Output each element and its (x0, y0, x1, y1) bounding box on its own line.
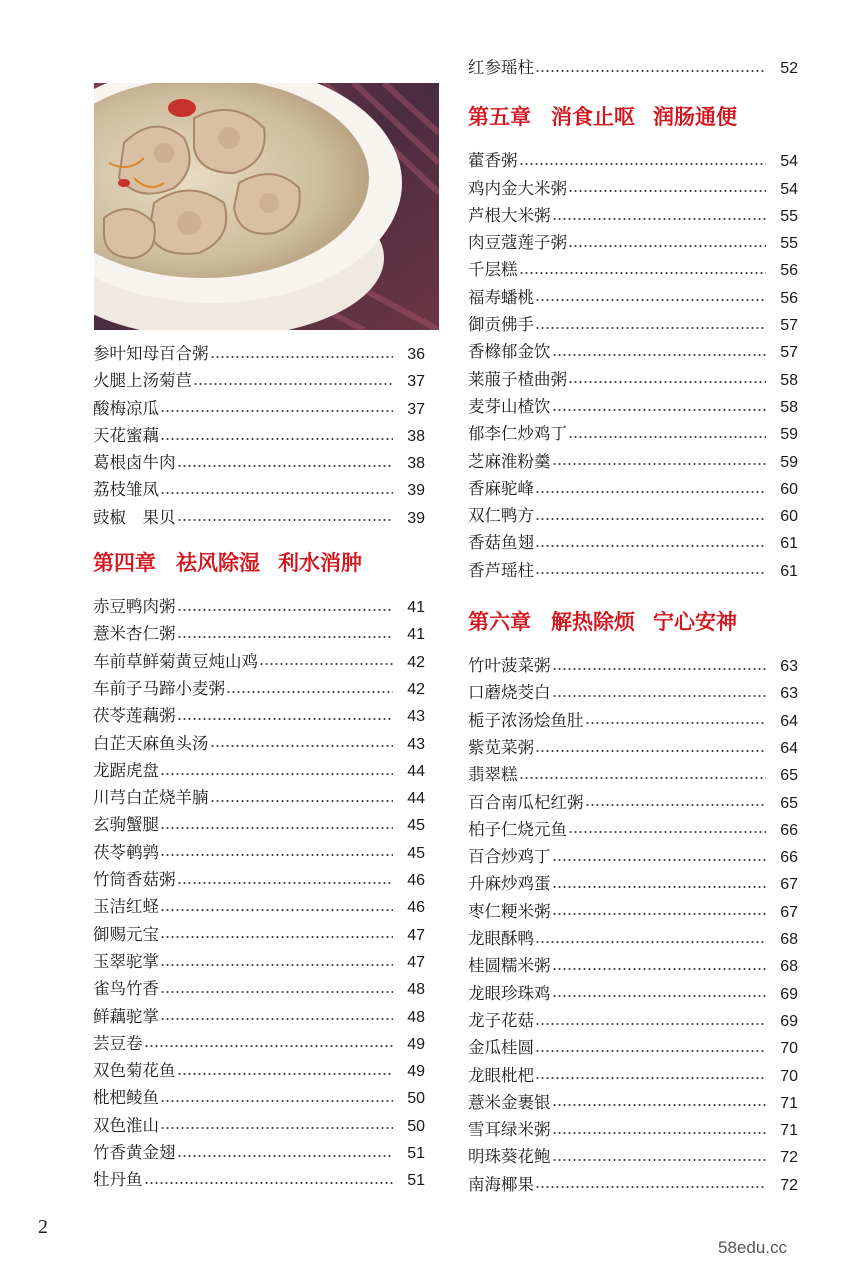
toc-entry-title: 竹叶菠菜粥 (468, 656, 551, 676)
chapter-title-part1: 祛风除湿 (176, 551, 260, 576)
toc-entry-title: 南海椰果 (468, 1174, 534, 1194)
toc-entry-page: 37 (407, 400, 425, 418)
toc-entry-page: 65 (780, 767, 798, 785)
toc-entry-title: 郁李仁炒鸡丁 (468, 424, 567, 444)
chapter-number: 第五章 (468, 105, 531, 130)
toc-entry-page: 58 (780, 398, 798, 416)
toc-entry-title: 参叶知母百合粥 (93, 344, 209, 363)
dot-leader (177, 515, 394, 525)
chapter-heading-4[interactable] (93, 543, 425, 583)
dot-leader (160, 769, 393, 779)
toc-entry[interactable] (93, 422, 425, 449)
toc-entry-title: 香麻驼峰 (468, 478, 534, 498)
toc-entry[interactable] (93, 702, 425, 729)
toc-entry-page: 49 (407, 1063, 425, 1081)
dot-leader (144, 1178, 394, 1188)
toc-entry-title: 紫苋菜粥 (468, 737, 534, 757)
toc-entry-page: 51 (407, 1145, 425, 1163)
dot-leader (552, 964, 767, 974)
toc-entry[interactable] (93, 948, 425, 975)
toc-entry[interactable] (468, 1143, 798, 1170)
toc-entry[interactable] (93, 395, 425, 422)
dot-leader (160, 434, 393, 444)
toc-entry-page: 51 (407, 1172, 425, 1190)
toc-entry-title: 麦芽山楂饮 (468, 396, 551, 416)
toc-entry-title: 百合南瓜杞红粥 (468, 792, 584, 812)
toc-entry[interactable] (468, 679, 798, 706)
dot-leader (535, 937, 766, 947)
dot-leader (535, 323, 766, 333)
dot-leader (535, 568, 766, 578)
toc-entry[interactable] (468, 898, 798, 925)
chapter-title-part2: 润肠通便 (653, 105, 737, 130)
toc-entry-title: 双仁鸭方 (468, 506, 534, 526)
dot-leader (535, 487, 766, 497)
toc-entry-page: 38 (407, 455, 425, 473)
toc-entry-title: 双色淮山 (93, 1115, 159, 1135)
toc-entry-title: 川芎白芷烧羊腩 (93, 788, 209, 808)
toc-entry-page: 45 (407, 844, 425, 862)
dot-leader (177, 1151, 394, 1161)
toc-entry-title: 百合炒鸡丁 (468, 847, 551, 867)
dot-leader (193, 379, 393, 389)
dot-leader (177, 632, 394, 642)
toc-entry-title: 竹香黄金翅 (93, 1143, 176, 1163)
toc-entries-group (93, 340, 425, 531)
toc-entry-page: 63 (780, 658, 798, 676)
toc-entry-page: 39 (407, 509, 425, 527)
toc-entry-page: 54 (780, 180, 798, 198)
toc-entry[interactable] (468, 393, 798, 420)
toc-entry-page: 59 (780, 426, 798, 444)
dot-leader (160, 932, 393, 942)
toc-entry-page: 36 (407, 346, 425, 363)
toc-entry[interactable] (93, 620, 425, 647)
toc-entry[interactable] (468, 980, 798, 1007)
page-number: 2 (38, 1216, 48, 1238)
toc-entry-page: 56 (780, 262, 798, 280)
toc-entry-page: 66 (780, 821, 798, 839)
chapter-heading-5[interactable] (468, 97, 798, 137)
dot-leader (568, 377, 766, 387)
toc-entry-title: 龙子花菇 (468, 1010, 534, 1030)
toc-entry-title: 红参瑶柱 (468, 58, 534, 77)
toc-entry-title: 御贡佛手 (468, 315, 534, 335)
dot-leader (177, 605, 394, 615)
toc-entry-title: 火腿上汤菊苣 (93, 371, 192, 391)
toc-entry-page: 50 (407, 1090, 425, 1108)
toc-entry-page: 60 (780, 480, 798, 498)
toc-entry-page: 43 (407, 708, 425, 726)
dot-leader (535, 295, 766, 305)
dot-leader (552, 350, 767, 360)
toc-entry-title: 芦根大米粥 (468, 205, 551, 225)
toc-entry-page: 47 (407, 953, 425, 971)
toc-entry[interactable] (468, 175, 798, 202)
toc-entry-title: 玉洁红蛏 (93, 897, 159, 917)
toc-entry[interactable] (93, 593, 425, 620)
toc-entry-title: 升麻炒鸡蛋 (468, 874, 551, 894)
dot-leader (535, 541, 766, 551)
toc-entry-title: 香菇鱼翅 (468, 533, 534, 553)
toc-entry-page: 39 (407, 482, 425, 500)
dot-leader (535, 66, 766, 76)
dot-leader (160, 850, 393, 860)
toc-entry-title: 藿香粥 (468, 151, 518, 171)
toc-entry[interactable] (468, 202, 798, 229)
toc-entry-title: 豉椒 果贝 (93, 507, 176, 527)
toc-entry-page: 72 (780, 1176, 798, 1194)
dot-leader (535, 1073, 766, 1083)
dot-leader (177, 878, 394, 888)
dot-leader (535, 746, 766, 756)
toc-entry[interactable] (93, 1003, 425, 1030)
toc-entry-page: 42 (407, 680, 425, 698)
toc-entry[interactable] (468, 1034, 798, 1061)
toc-entry[interactable] (93, 839, 425, 866)
toc-entry-title: 口蘑烧茭白 (468, 683, 551, 703)
toc-entry-title: 竹筒香菇粥 (93, 870, 176, 890)
toc-entry-page: 69 (780, 985, 798, 1003)
toc-entry[interactable] (468, 870, 798, 897)
toc-entry-page: 64 (780, 712, 798, 730)
toc-entry-title: 赤豆鸭肉粥 (93, 597, 176, 617)
toc-entry-page: 46 (407, 899, 425, 917)
toc-entry[interactable] (468, 816, 798, 843)
toc-entry-page: 66 (780, 849, 798, 867)
toc-entry-page: 71 (780, 1122, 798, 1140)
toc-entry-title: 香橼郁金饮 (468, 342, 551, 362)
chapter-number: 第四章 (93, 551, 156, 576)
toc-entry[interactable] (468, 502, 798, 529)
toc-entry-page: 55 (780, 207, 798, 225)
toc-entry-page: 47 (407, 926, 425, 944)
toc-entry-title: 香芦瑶柱 (468, 560, 534, 580)
chapter-number: 第六章 (468, 610, 531, 635)
toc-entry[interactable] (468, 54, 798, 81)
toc-entry-title: 雪耳绿米粥 (468, 1120, 551, 1140)
toc-entry-page: 42 (407, 653, 425, 671)
dot-leader (160, 960, 393, 970)
toc-entry-page: 37 (407, 373, 425, 391)
toc-entry-page: 56 (780, 289, 798, 307)
dot-leader (210, 741, 394, 751)
toc-entry-page: 46 (407, 872, 425, 890)
toc-entries-group (468, 652, 798, 1198)
toc-entry-title: 明珠葵花鲍 (468, 1147, 551, 1167)
dot-leader (568, 241, 766, 251)
toc-entry[interactable] (468, 1062, 798, 1089)
toc-entry-title: 玄驹蟹腿 (93, 815, 159, 835)
toc-entry[interactable] (468, 734, 798, 761)
dot-leader (552, 691, 767, 701)
toc-entry-title: 柏子仁烧元鱼 (468, 819, 567, 839)
toc-entry-page: 67 (780, 876, 798, 894)
toc-entry[interactable] (93, 1139, 425, 1166)
dot-leader (226, 687, 393, 697)
dot-leader (259, 659, 393, 669)
toc-entry-page: 65 (780, 794, 798, 812)
watermark-text: 58edu.cc (718, 1238, 787, 1257)
dot-leader (552, 664, 767, 674)
chapter-heading-6[interactable] (468, 602, 798, 642)
dot-leader (552, 1128, 767, 1138)
toc-entry-title: 龙眼酥鸭 (468, 929, 534, 949)
toc-entry-title: 御赐元宝 (93, 924, 159, 944)
toc-entry[interactable] (93, 1084, 425, 1111)
toc-entry-title: 薏米金裹银 (468, 1092, 551, 1112)
toc-entry-title: 鲜藕驼掌 (93, 1006, 159, 1026)
toc-entry[interactable] (93, 1166, 425, 1193)
toc-entry-title: 车前草鲜菊黄豆炖山鸡 (93, 651, 258, 671)
toc-entry-page: 44 (407, 790, 425, 808)
toc-entry-page: 63 (780, 685, 798, 703)
toc-entry-title: 葛根卤牛肉 (93, 453, 176, 473)
chapter-title-part2: 宁心安神 (653, 610, 737, 635)
toc-entry[interactable] (468, 229, 798, 256)
toc-entry-title: 芝麻淮粉羹 (468, 451, 551, 471)
toc-entry-page: 71 (780, 1094, 798, 1112)
toc-entry-page: 57 (780, 344, 798, 362)
dot-leader (535, 514, 766, 524)
toc-entry-title: 肉豆蔻莲子粥 (468, 233, 567, 253)
toc-entry-page: 67 (780, 903, 798, 921)
dot-leader (160, 987, 393, 997)
toc-entry-title: 车前子马蹄小麦粥 (93, 678, 225, 698)
toc-entry-title: 茯苓鹌鹑 (93, 842, 159, 862)
toc-entry-page: 52 (780, 60, 798, 77)
toc-entry[interactable] (468, 789, 798, 816)
toc-entry[interactable] (468, 1171, 798, 1198)
toc-entry[interactable] (93, 866, 425, 893)
dot-leader (160, 488, 393, 498)
toc-entry-title: 芸豆卷 (93, 1033, 143, 1053)
dot-leader (160, 905, 393, 915)
toc-entry[interactable] (93, 504, 425, 531)
toc-entry-title: 龙眼枇杷 (468, 1065, 534, 1085)
dot-leader (568, 827, 766, 837)
toc-entry-page: 55 (780, 235, 798, 253)
dot-leader (552, 1155, 767, 1165)
toc-entry-page: 64 (780, 739, 798, 757)
toc-entry[interactable] (93, 893, 425, 920)
toc-entry[interactable] (468, 1089, 798, 1116)
toc-entry-title: 莱菔子楂曲粥 (468, 369, 567, 389)
dot-leader (144, 1041, 394, 1051)
toc-entry-title: 酸梅凉瓜 (93, 398, 159, 418)
dot-leader (519, 268, 767, 278)
toc-entry-title: 天花蜜藕 (93, 425, 159, 445)
toc-entry-title: 牡丹鱼 (93, 1170, 143, 1190)
dot-leader (210, 352, 394, 362)
toc-entry[interactable] (93, 730, 425, 757)
toc-entry-page: 44 (407, 762, 425, 780)
dot-leader (160, 406, 393, 416)
dot-leader (535, 1182, 766, 1192)
dot-leader (160, 823, 393, 833)
toc-entry[interactable] (93, 921, 425, 948)
toc-entry[interactable] (468, 652, 798, 679)
toc-entry-page: 70 (780, 1040, 798, 1058)
toc-entry-title: 荔枝雏凤 (93, 480, 159, 500)
toc-entry[interactable] (93, 648, 425, 675)
dot-leader (585, 800, 767, 810)
toc-entry-title: 桂圆糯米粥 (468, 956, 551, 976)
toc-entry-title: 白芷天麻鱼头汤 (93, 733, 209, 753)
dot-leader (519, 773, 767, 783)
toc-entry-title: 福寿蟠桃 (468, 287, 534, 307)
toc-entry-title: 枇杷鲮鱼 (93, 1088, 159, 1108)
toc-entry[interactable] (93, 757, 425, 784)
toc-entry[interactable] (93, 1112, 425, 1139)
dot-leader (177, 714, 394, 724)
toc-entry-title: 枣仁粳米粥 (468, 901, 551, 921)
toc-entry[interactable] (93, 811, 425, 838)
dot-leader (552, 459, 767, 469)
toc-entry-page: 50 (407, 1117, 425, 1135)
dot-leader (177, 461, 394, 471)
toc-entry-title: 雀鸟竹香 (93, 979, 159, 999)
toc-entry[interactable] (468, 707, 798, 734)
toc-entry-title: 鸡内金大米粥 (468, 178, 567, 198)
toc-entry-title: 玉翠驼掌 (93, 951, 159, 971)
toc-entry[interactable] (468, 338, 798, 365)
toc-entry-page: 48 (407, 1008, 425, 1026)
dot-leader (552, 1100, 767, 1110)
dot-leader (552, 909, 767, 919)
dot-leader (552, 405, 767, 415)
toc-entries-group (93, 593, 425, 1194)
dot-leader (552, 214, 767, 224)
toc-entry[interactable] (468, 475, 798, 502)
toc-entry-page: 72 (780, 1149, 798, 1167)
chapter-title-part1: 解热除烦 (551, 610, 635, 635)
dot-leader (585, 718, 767, 728)
dot-leader (552, 991, 767, 1001)
toc-entry-page: 41 (407, 626, 425, 644)
dot-leader (535, 1046, 766, 1056)
toc-entry-page: 54 (780, 153, 798, 171)
toc-right-column (468, 54, 798, 1198)
toc-entry-page: 43 (407, 735, 425, 753)
toc-entry-title: 栀子浓汤烩鱼肚 (468, 710, 584, 730)
toc-entry[interactable] (468, 420, 798, 447)
toc-entry-page: 68 (780, 958, 798, 976)
chapter-title-part2: 利水消肿 (278, 551, 362, 576)
toc-entry[interactable] (93, 784, 425, 811)
toc-entry-title: 翡翠糕 (468, 765, 518, 785)
toc-entry-page: 59 (780, 453, 798, 471)
toc-entry-page: 70 (780, 1067, 798, 1085)
toc-entry-title: 龙踞虎盘 (93, 760, 159, 780)
toc-entry[interactable] (93, 340, 425, 367)
toc-entry[interactable] (93, 1030, 425, 1057)
toc-entry[interactable] (468, 843, 798, 870)
toc-left-column (93, 340, 425, 1194)
toc-entry-title: 薏米杏仁粥 (93, 624, 176, 644)
dot-leader (210, 796, 394, 806)
toc-entry[interactable] (468, 925, 798, 952)
toc-entry[interactable] (468, 448, 798, 475)
toc-entry-page: 60 (780, 508, 798, 526)
toc-entry[interactable] (468, 557, 798, 584)
toc-entry-page: 61 (780, 562, 798, 580)
toc-entry-title: 金瓜桂圆 (468, 1038, 534, 1058)
toc-entry[interactable] (468, 761, 798, 788)
toc-entry[interactable] (468, 366, 798, 393)
dot-leader (568, 186, 766, 196)
toc-entry[interactable] (468, 952, 798, 979)
dot-leader (519, 159, 767, 169)
toc-entry[interactable] (93, 476, 425, 503)
toc-entry[interactable] (93, 975, 425, 1002)
toc-entry-page: 38 (407, 427, 425, 445)
dot-leader (160, 1014, 393, 1024)
toc-entry-page: 41 (407, 599, 425, 617)
toc-entry-page: 69 (780, 1012, 798, 1030)
toc-entry-page: 45 (407, 817, 425, 835)
toc-entry[interactable] (468, 284, 798, 311)
toc-entries-group (468, 54, 798, 81)
toc-entry-title: 茯苓莲藕粥 (93, 706, 176, 726)
toc-entry[interactable] (468, 147, 798, 174)
dot-leader (535, 1019, 766, 1029)
toc-entry-page: 48 (407, 981, 425, 999)
dot-leader (568, 432, 766, 442)
dot-leader (552, 855, 767, 865)
dot-leader (552, 882, 767, 892)
toc-entry-page: 57 (780, 317, 798, 335)
toc-entry[interactable] (93, 675, 425, 702)
toc-entry[interactable] (468, 1116, 798, 1143)
toc-entry-title: 双色菊花鱼 (93, 1061, 176, 1081)
toc-entry-title: 龙眼珍珠鸡 (468, 983, 551, 1003)
toc-entry-title: 千层糕 (468, 260, 518, 280)
toc-entry[interactable] (93, 449, 425, 476)
dot-leader (177, 1069, 394, 1079)
toc-entries-group (468, 147, 798, 584)
chapter-title-part1: 消食止呕 (551, 105, 635, 130)
dot-leader (160, 1096, 393, 1106)
toc-entry[interactable] (468, 1007, 798, 1034)
dot-leader (160, 1123, 393, 1133)
toc-entry[interactable] (468, 311, 798, 338)
pork-rib-soup-photo (94, 83, 439, 330)
toc-entry-page: 58 (780, 371, 798, 389)
toc-entry-page: 68 (780, 931, 798, 949)
toc-entry[interactable] (93, 1057, 425, 1084)
toc-entry-page: 49 (407, 1035, 425, 1053)
toc-entry[interactable] (468, 529, 798, 556)
toc-entry[interactable] (93, 367, 425, 394)
toc-entry-page: 61 (780, 535, 798, 553)
toc-entry[interactable] (468, 256, 798, 283)
